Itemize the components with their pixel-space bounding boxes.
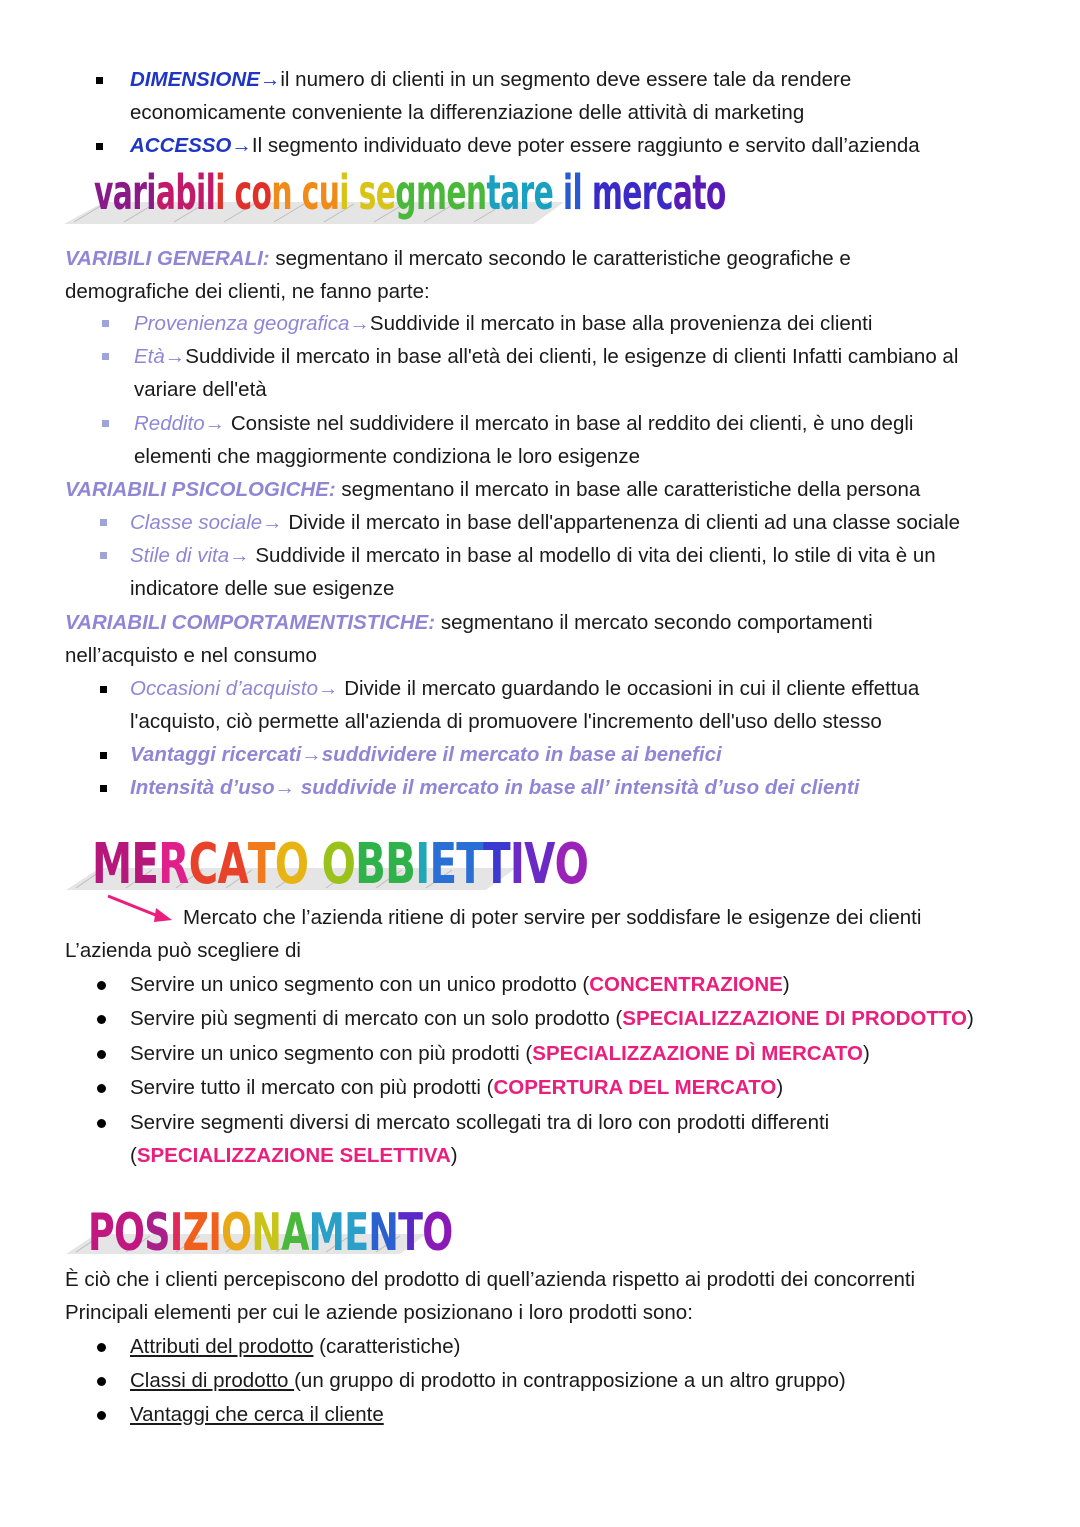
bullet-square bbox=[102, 353, 109, 360]
keyword: ACCESSO bbox=[130, 134, 232, 157]
bullet-dot bbox=[97, 981, 106, 990]
bullet-dot bbox=[97, 1377, 106, 1386]
heading-mercato-obbiettivo: MERCATO OBBIETTIVO bbox=[92, 832, 589, 897]
bullet-dot bbox=[97, 1084, 106, 1093]
bullet-accesso: ACCESSO→Il segmento individuato deve poter essere raggiunto e servito dall’azienda bbox=[130, 134, 920, 157]
bullet-square bbox=[100, 752, 107, 759]
heading-variabili: variabili con cui segmentare il mercato bbox=[94, 165, 726, 221]
bullet-square bbox=[100, 519, 107, 526]
bullet-square bbox=[96, 143, 103, 150]
item-stile-vita: Stile di vita→ Suddivide il mercato in base al modello di vita dei clienti, lo stile di vita è un bbox=[130, 544, 936, 567]
keyword: DIMENSIONE bbox=[130, 68, 260, 91]
obbiettivo-intro: L’azienda può scegliere di bbox=[65, 939, 301, 962]
posizionamento-line2: Principali elementi per cui le aziende posizionano i loro prodotti sono: bbox=[65, 1301, 693, 1324]
item-stile-vita-cont: indicatore delle sue esigenze bbox=[130, 577, 395, 600]
obbiettivo-item: Servire un unico segmento con più prodotti (SPECIALIZZAZIONE DÌ MERCATO) bbox=[130, 1042, 870, 1065]
obbiettivo-item-cont: (SPECIALIZZAZIONE SELETTIVA) bbox=[130, 1144, 458, 1167]
bullet-square bbox=[100, 785, 107, 792]
bullet-square bbox=[102, 320, 109, 327]
item-occasioni: Occasioni d’acquisto→ Divide il mercato guardando le occasioni in cui il cliente effettua bbox=[130, 677, 920, 700]
posizionamento-item: Attributi del prodotto (caratteristiche) bbox=[130, 1335, 461, 1358]
bullet-dimensione-cont: economicamente conveniente la differenziazione delle attività di marketing bbox=[130, 101, 805, 124]
pink-arrow-icon bbox=[104, 890, 176, 926]
generali-label: VARIBILI GENERALI: bbox=[65, 247, 270, 270]
psicologiche-paragraph: VARIABILI PSICOLOGICHE: segmentano il mercato in base alle caratteristiche della persona bbox=[65, 478, 921, 501]
item-reddito-cont: elementi che maggiormente condiziona le loro esigenze bbox=[134, 445, 640, 468]
posizionamento-item: Vantaggi che cerca il cliente bbox=[130, 1403, 384, 1426]
item-classe-sociale: Classe sociale→ Divide il mercato in base dell'appartenenza di clienti ad una classe sociale bbox=[130, 511, 961, 534]
item-reddito: Reddito→ Consiste nel suddividere il mercato in base al reddito dei clienti, è uno degli bbox=[134, 412, 914, 435]
item-occasioni-cont: l'acquisto, ciò permette all'azienda di promuovere l'incremento dell'uso dello stesso bbox=[130, 710, 882, 733]
bullet-square bbox=[100, 686, 107, 693]
item-intensita: Intensità d’uso→ suddivide il mercato in base all’ intensità d’uso dei clienti bbox=[130, 776, 860, 799]
obbiettivo-definition: Mercato che l’azienda ritiene di poter servire per soddisfare le esigenze dei clienti bbox=[183, 906, 922, 929]
bullet-dot bbox=[97, 1050, 106, 1059]
posizionamento-item: Classi di prodotto (un gruppo di prodotto in contrapposizione a un altro gruppo) bbox=[130, 1369, 846, 1392]
item-provenienza: Provenienza geografica→Suddivide il mercato in base alla provenienza dei clienti bbox=[134, 312, 873, 335]
bullet-square bbox=[102, 420, 109, 427]
bullet-dot bbox=[97, 1411, 106, 1420]
bullet-dot bbox=[97, 1343, 106, 1352]
comportamentistiche-paragraph-cont: nell’acquisto e nel consumo bbox=[65, 644, 317, 667]
heading-posizionamento: POSIZIONAMENTO bbox=[88, 1203, 453, 1263]
bullet-dot bbox=[97, 1015, 106, 1024]
item-vantaggi: Vantaggi ricercati→suddividere il mercato in base ai benefici bbox=[130, 743, 722, 766]
obbiettivo-item: Servire un unico segmento con un unico prodotto (CONCENTRAZIONE) bbox=[130, 973, 790, 996]
generali-paragraph-cont: demografiche dei clienti, ne fanno parte: bbox=[65, 280, 430, 303]
comportamentistiche-paragraph: VARIABILI COMPORTAMENTISTICHE: segmentano il mercato secondo comportamenti bbox=[65, 611, 873, 634]
comportamentistiche-label: VARIABILI COMPORTAMENTISTICHE: bbox=[65, 611, 436, 634]
generali-paragraph: VARIBILI GENERALI: segmentano il mercato secondo le caratteristiche geografiche e bbox=[65, 247, 851, 270]
obbiettivo-item: Servire più segmenti di mercato con un solo prodotto (SPECIALIZZAZIONE DI PRODOTTO) bbox=[130, 1007, 974, 1030]
psicologiche-label: VARIABILI PSICOLOGICHE: bbox=[65, 478, 336, 501]
bullet-square bbox=[100, 552, 107, 559]
obbiettivo-item: Servire segmenti diversi di mercato scollegati tra di loro con prodotti differenti bbox=[130, 1111, 830, 1134]
item-eta: Età→Suddivide il mercato in base all'età dei clienti, le esigenze di clienti Infatti cambiano al bbox=[134, 345, 959, 368]
posizionamento-line1: È ciò che i clienti percepiscono del prodotto di quell’azienda rispetto ai prodotti dei concorrenti bbox=[65, 1268, 916, 1291]
bullet-square bbox=[96, 77, 103, 84]
bullet-dot bbox=[97, 1119, 106, 1128]
item-eta-cont: variare dell'età bbox=[134, 378, 267, 401]
obbiettivo-item: Servire tutto il mercato con più prodotti (COPERTURA DEL MERCATO) bbox=[130, 1076, 784, 1099]
bullet-dimensione: DIMENSIONE→il numero di clienti in un segmento deve essere tale da rendere bbox=[130, 68, 852, 91]
